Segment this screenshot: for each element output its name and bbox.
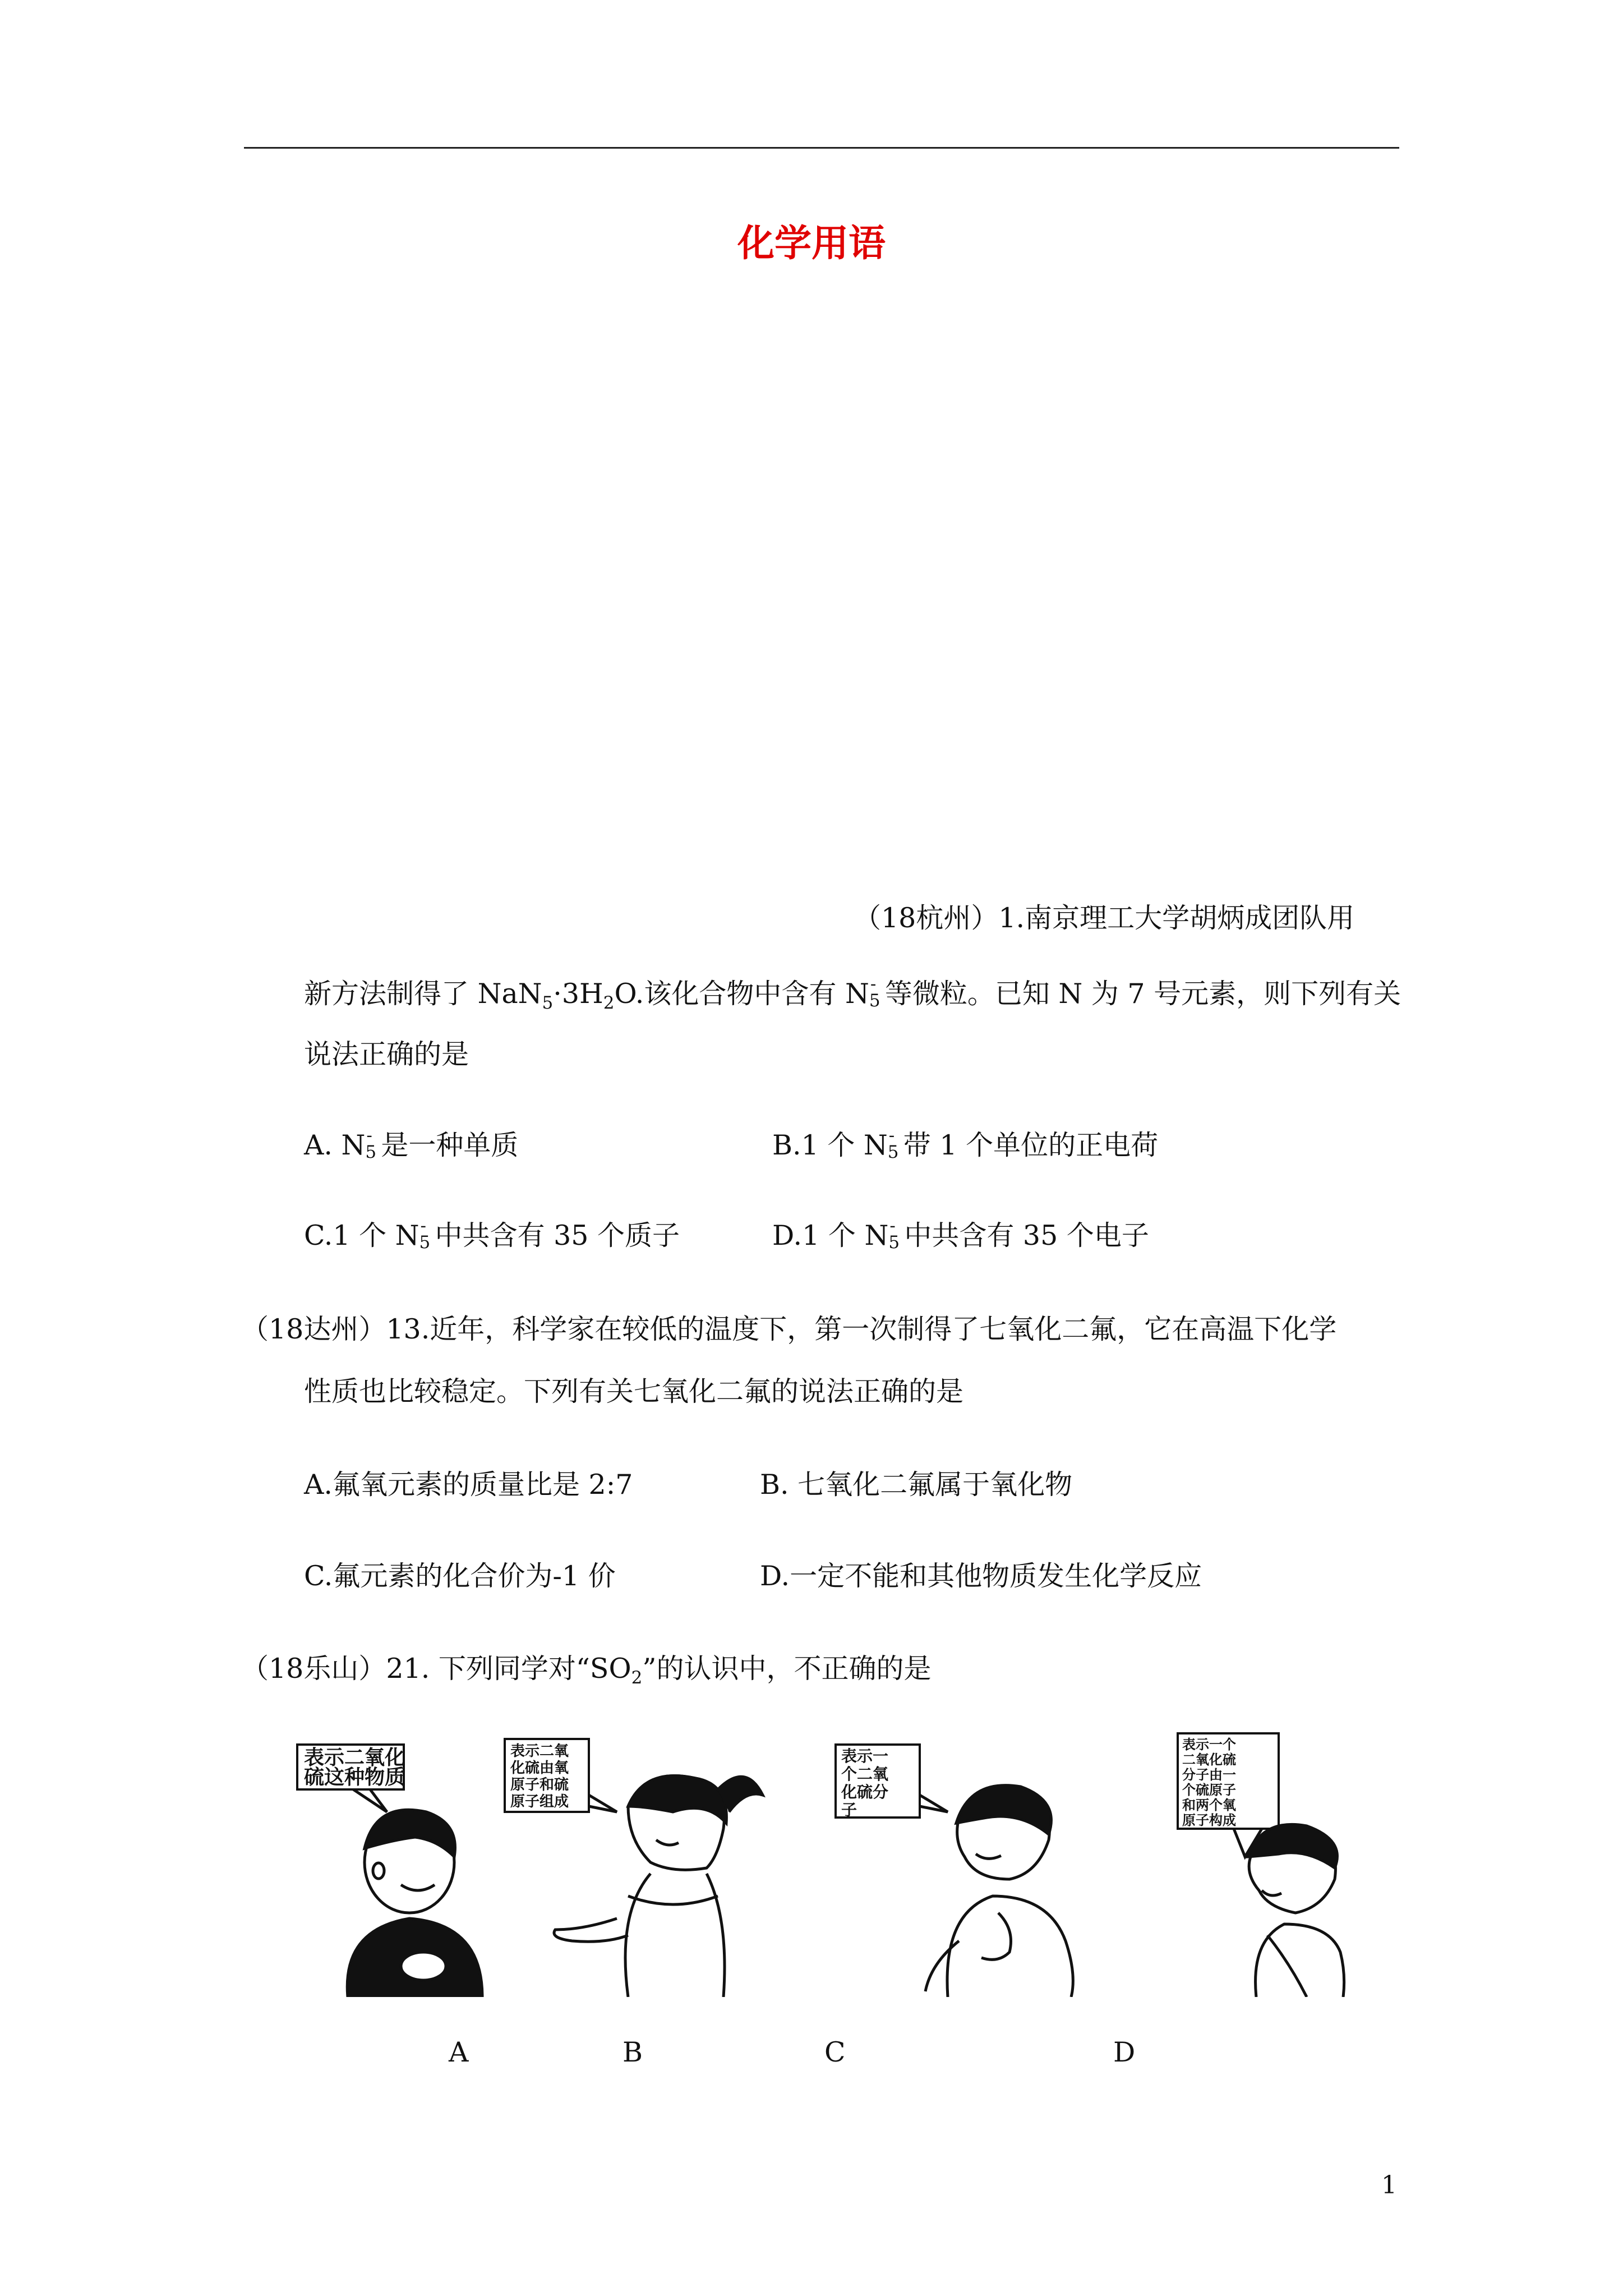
q1-option-c: C.1 个 N - 5 中共含有 35 个质子	[304, 1216, 680, 1253]
bubble-c-line4: 子	[841, 1801, 857, 1819]
bubble-a-line2: 硫这种物质	[304, 1766, 405, 1789]
bubble-d-line2: 二氧化硫	[1182, 1752, 1236, 1768]
q2-option-b: B. 七氧化二氟属于氧化物	[760, 1469, 1073, 1501]
header-rule	[244, 147, 1399, 149]
bubble-a-line1: 表示二氧化	[304, 1746, 405, 1769]
figure-label-b: B	[623, 2036, 643, 2068]
q2-option-c: C.氟元素的化合价为-1 价	[304, 1560, 616, 1592]
students-cartoon-figure	[280, 1728, 1380, 1997]
q2-line1: （18达州）13.近年，科学家在较低的温度下，第一次制得了七氧化二氟，它在高温下化学	[241, 1313, 1337, 1345]
figure-label-c: C	[824, 2036, 846, 2068]
figure-label-d: D	[1113, 2036, 1136, 2068]
q2-option-d: D.一定不能和其他物质发生化学反应	[760, 1560, 1202, 1592]
q2-line2: 性质也比较稳定。下列有关七氧化二氟的说法正确的是	[304, 1375, 964, 1407]
q3-line1: （18乐山）21. 下列同学对“$SO_2$”的认识中，不正确的是	[241, 1653, 932, 1688]
figure-label-a: A	[449, 2036, 469, 2068]
bubble-d-line4: 个硫原子	[1182, 1782, 1236, 1798]
q1-option-a: A. N - 5 是一种单质	[304, 1125, 519, 1162]
q1-line2: 新方法制得了 $NaN_5\cdot 3H_2O$.该化合物中含有 N - 5 等微粒。已知 N 为 7 号元素，则下列有关	[304, 974, 1401, 1013]
bubble-d-line3: 分子由一	[1182, 1767, 1236, 1783]
q2-option-a: A.氟氧元素的质量比是 2:7	[304, 1469, 633, 1501]
bubble-c-line2: 个二氧	[841, 1765, 889, 1783]
q1-intro: （18杭州）1.南京理工大学胡炳成团队用	[854, 902, 1355, 934]
page-title: 化学用语	[737, 222, 886, 265]
bubble-b-line4: 原子组成	[510, 1793, 569, 1810]
bubble-d-line1: 表示一个	[1182, 1737, 1236, 1752]
bubble-b-line1: 表示二氧	[510, 1743, 569, 1760]
bubble-c-line3: 化硫分	[841, 1783, 889, 1801]
q1-option-d: D.1 个 N - 5 中共含有 35 个电子	[772, 1216, 1149, 1253]
bubble-d-line5: 和两个氧	[1182, 1797, 1236, 1813]
bubble-b-line2: 化硫由氧	[510, 1760, 569, 1777]
page-number: 1	[1381, 2171, 1397, 2200]
q1-option-b: B.1 个 N - 5 带 1 个单位的正电荷	[772, 1125, 1159, 1162]
bubble-d-line6: 原子构成	[1182, 1812, 1236, 1828]
bubble-b-line3: 原子和硫	[510, 1777, 569, 1793]
q1-line3: 说法正确的是	[304, 1038, 469, 1070]
bubble-c-line1: 表示一	[841, 1747, 889, 1765]
